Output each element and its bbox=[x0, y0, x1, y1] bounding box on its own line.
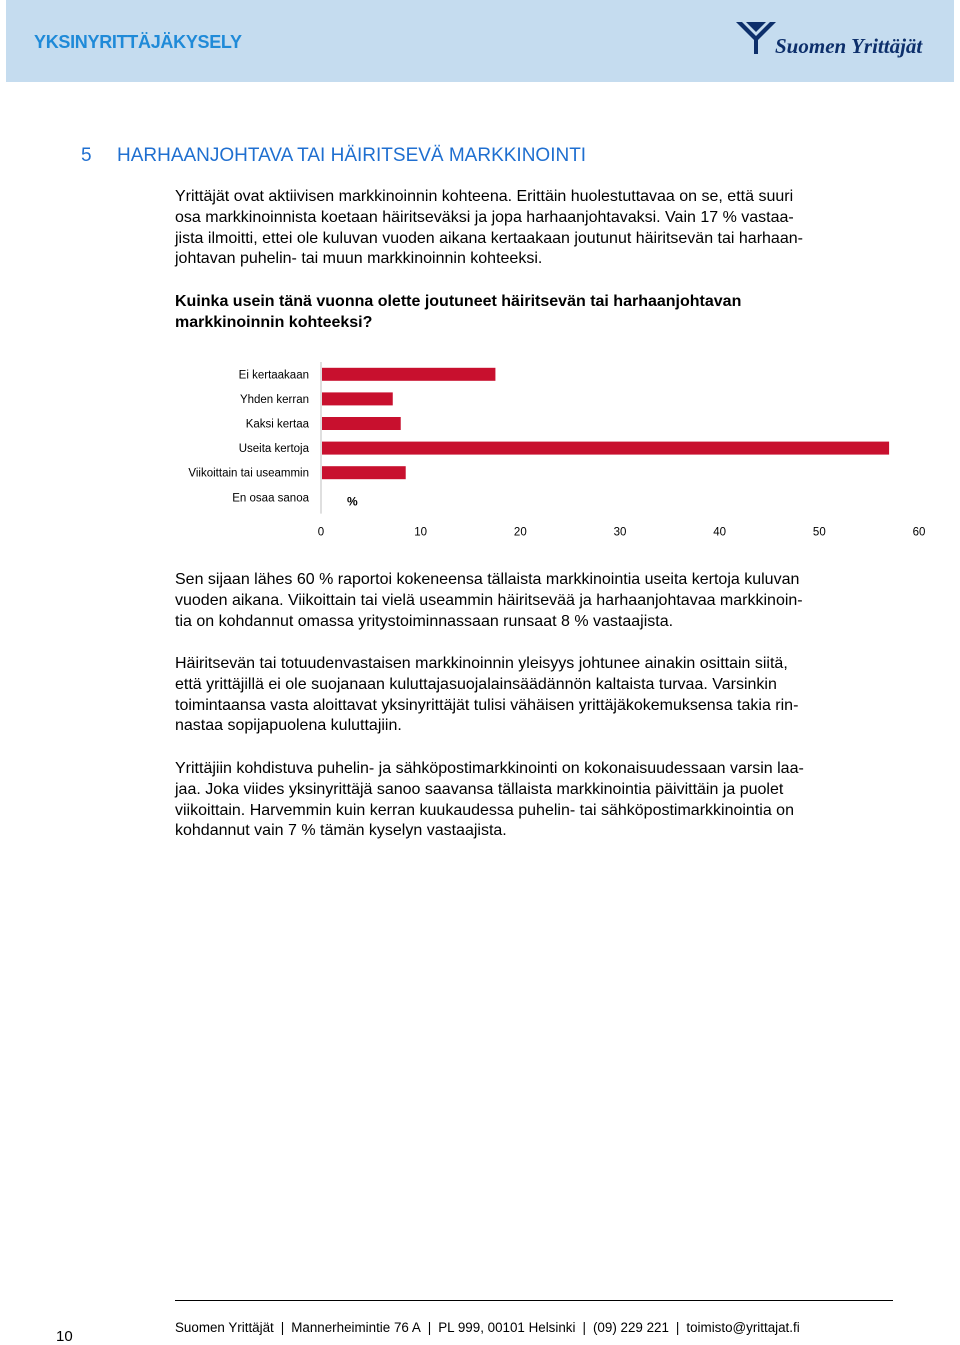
bar bbox=[322, 466, 406, 479]
logo-text: Suomen Yrittäjät bbox=[775, 34, 923, 58]
text-line: Yrittäjät ovat aktiivisen markkinoinnin kohteena. Erittäin huolestuttavaa on se, että suuri bbox=[175, 188, 794, 205]
x-tick-label: 0 bbox=[317, 526, 325, 538]
text-line: viikoittain. Harvemmin kuin kerran kuukaudessa puhelin- tai sähköpostimarkkinointia on bbox=[175, 801, 794, 819]
text-line: nastaa sopijapuolena kuluttajiin. bbox=[175, 717, 402, 735]
bar bbox=[322, 368, 495, 381]
text-line: että yrittäjillä ei ole suojanaan kuluttajasuojalainsäädännön kaltaista turvaa. Varsinkin bbox=[175, 675, 777, 693]
text-line: kohdannut vain 7 % tämän kyselyn vastaajista. bbox=[175, 822, 507, 840]
x-tick-label: 10 bbox=[414, 526, 428, 538]
text-line: toimintaansa vasta aloittavat yksinyrittäjät tulisi vähäisen yrittäjäkokemuksensa takia rin- bbox=[175, 696, 799, 714]
category-label: Ei kertaakaan bbox=[238, 369, 309, 382]
footer-phone: (09) 229 221 bbox=[592, 1320, 669, 1335]
suomen-yrittajat-logo-icon bbox=[736, 20, 776, 56]
category-label: Viikoittain tai useammin bbox=[188, 467, 309, 480]
analysis-paragraph-1 bbox=[175, 570, 895, 632]
footer-contact: Suomen Yrittäjät | Mannerheimintie 76 A | PL 999, 00101 Helsinki | (09) 229 221 | toimisto@yrittajat.fi bbox=[175, 1320, 800, 1335]
unit-label: % bbox=[347, 494, 358, 509]
footer-street-address: Mannerheimintie 76 A bbox=[291, 1320, 421, 1335]
bar bbox=[322, 442, 889, 455]
text-line: Yrittäjiin kohdistuva puhelin- ja sähköpostimarkkinointi on kokonaisuudessaan varsin laa- bbox=[175, 760, 804, 777]
x-tick-label: 60 bbox=[912, 526, 926, 538]
intro-paragraph bbox=[175, 187, 895, 270]
category-label: Kaksi kertaa bbox=[245, 418, 309, 431]
text-line: vuoden aikana. Viikoittain tai vielä useammin häiritsevää ja harhaanjohtavaa markkinoin- bbox=[175, 591, 803, 609]
x-tick-label: 40 bbox=[713, 526, 727, 538]
page-number: 10 bbox=[56, 1328, 73, 1345]
text-line: osa markkinoinnista koetaan häiritseväksi ja jopa harhaanjohtavaksi. Vain 17 % vastaa- bbox=[175, 208, 794, 226]
x-tick-label: 20 bbox=[513, 526, 527, 538]
analysis-paragraph-2 bbox=[175, 654, 895, 737]
section-number: 5 bbox=[81, 145, 92, 166]
bar bbox=[322, 417, 401, 430]
report-title: YKSINYRITTÄJÄKYSELY bbox=[34, 32, 242, 52]
text-line: johtavan puhelin- tai muun markkinoinnin kohteeksi. bbox=[175, 250, 543, 268]
frequency-bar-chart bbox=[170, 358, 940, 538]
text-line: Sen sijaan lähes 60 % raportoi kokeneensa tällaista markkinointia useita kertoja kuluvan bbox=[175, 571, 800, 588]
text-line: tia on kohdannut omassa yritystoiminnassaan runsaat 8 % vastaajista. bbox=[175, 612, 674, 630]
category-label: En osaa sanoa bbox=[232, 492, 309, 505]
x-tick-label: 50 bbox=[812, 526, 826, 538]
footer-organization: Suomen Yrittäjät bbox=[175, 1320, 274, 1335]
text-line: jista ilmoitti, ettei ole kuluvan vuoden aikana kertaakaan joutunut häiritsevän tai harhaan- bbox=[175, 229, 803, 247]
bar bbox=[322, 392, 393, 405]
analysis-paragraph-3 bbox=[175, 759, 895, 842]
survey-question bbox=[175, 292, 895, 334]
footer-divider bbox=[175, 1300, 893, 1301]
category-label: Useita kertoja bbox=[238, 443, 309, 456]
text-line: markkinoinnin kohteeksi? bbox=[175, 313, 373, 331]
section-title: HARHAANJOHTAVA TAI HÄIRITSEVÄ MARKKINOINTI bbox=[117, 145, 587, 166]
text-line: Häiritsevän tai totuudenvastaisen markkinoinnin yleisyys johtunee ainakin osittain siitä, bbox=[175, 655, 788, 672]
x-tick-label: 30 bbox=[613, 526, 627, 538]
footer-email[interactable]: toimisto@yrittajat.fi bbox=[686, 1320, 800, 1335]
text-line: Kuinka usein tänä vuonna olette joutuneet häiritsevän tai harhaanjohtavan bbox=[175, 293, 742, 310]
footer-postal-address: PL 999, 00101 Helsinki bbox=[438, 1320, 576, 1335]
category-label: Yhden kerran bbox=[239, 393, 309, 406]
text-line: jaa. Joka viides yksinyrittäjä sanoo saavansa tällaista markkinointia päivittäin ja puolet bbox=[175, 780, 784, 798]
section-heading bbox=[81, 145, 586, 167]
